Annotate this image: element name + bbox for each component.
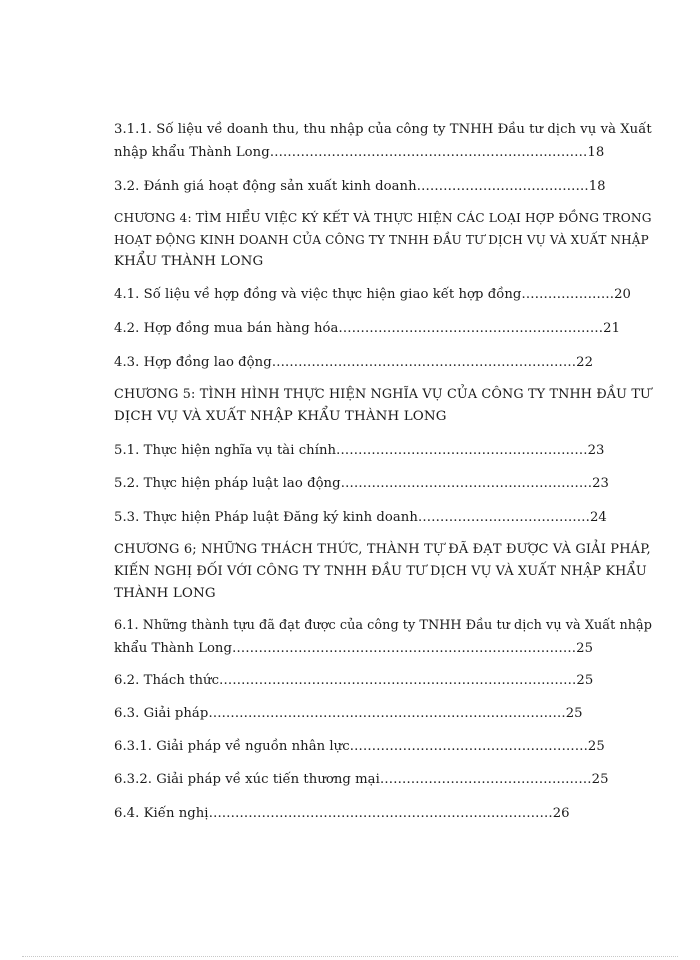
- toc-entry-line: 6.1. Những thành tựu đã đạt được của công ty TNHH Đầu tư dịch vụ và Xuất nhập: [114, 618, 652, 633]
- toc-entry-line: khẩu Thành Long……………………………………………………………………25: [114, 641, 594, 656]
- toc-chapter-line: THÀNH LONG: [114, 586, 216, 601]
- toc-entry-line: 5.1. Thực hiện nghĩa vụ tài chính…………………………………………………23: [114, 443, 605, 458]
- toc-entry-6-3-1: [114, 735, 605, 758]
- toc-chapter-line: CHƯƠNG 5: TÌNH HÌNH THỰC HIỆN NGHĨA VỤ CỦA CÔNG TY TNHH ĐẦU TƯ: [114, 387, 651, 402]
- toc-entry-5-1: [114, 439, 604, 462]
- toc-entry-4-2: [114, 317, 620, 340]
- toc-entry-6-3-2: [114, 768, 609, 791]
- toc-chapter-5: [114, 384, 651, 428]
- toc-entry-line: 4.2. Hợp đồng mua bán hàng hóa……………………………………………………21: [114, 321, 621, 336]
- toc-entry-line: 6.3. Giải pháp………………………………………………………………………25: [114, 706, 583, 721]
- toc-entry-line: 6.4. Kiến nghị……………………………………………………………………26: [114, 806, 570, 821]
- toc-chapter-line: DỊCH VỤ VÀ XUẤT NHẬP KHẨU THÀNH LONG: [114, 409, 447, 424]
- toc-entry-line: 3.2. Đánh giá hoạt động sản xuất kinh doanh…………………………………18: [114, 179, 606, 194]
- toc-entry-line: 6.3.1. Giải pháp về nguồn nhân lực………………………………………………25: [114, 739, 605, 754]
- toc-entry-6-1: [114, 614, 652, 660]
- toc-entry-line: 6.3.2. Giải pháp về xúc tiến thương mại…………………………………………25: [114, 772, 609, 787]
- toc-entry-6-4: [114, 802, 570, 825]
- toc-entry-6-2: [114, 669, 593, 692]
- page-bottom-divider: [22, 956, 678, 957]
- toc-chapter-line: HOẠT ĐỘNG KINH DOANH CỦA CÔNG TY TNHH ĐẦU TƯ DỊCH VỤ VÀ XUẤT NHẬP: [114, 233, 649, 247]
- toc-entry-line: 5.3. Thực hiện Pháp luật Đăng ký kinh doanh…………………………………24: [114, 510, 607, 525]
- toc-entry-5-3: [114, 506, 607, 529]
- toc-entry-3-2: [114, 175, 606, 198]
- toc-chapter-4: [114, 207, 652, 273]
- toc-entry-line: 4.3. Hợp đồng lao động……………………………………………………………22: [114, 355, 594, 370]
- toc-entry-line: 4.1. Số liệu về hợp đồng và việc thực hiện giao kết hợp đồng…………………20: [114, 287, 631, 302]
- toc-entry-3-1-1: [114, 118, 652, 164]
- toc-entry-line: nhập khẩu Thành Long………………………………………………………………18: [114, 145, 605, 160]
- toc-chapter-line: CHƯƠNG 6; NHỮNG THÁCH THỨC, THÀNH TỰ ĐÃ ĐẠT ĐƯỢC VÀ GIẢI PHÁP,: [114, 542, 651, 557]
- toc-entry-line: 3.1.1. Số liệu về doanh thu, thu nhập của công ty TNHH Đầu tư dịch vụ và Xuất: [114, 122, 652, 137]
- toc-chapter-line: CHƯƠNG 4: TÌM HIỂU VIỆC KÝ KẾT VÀ THỰC HIỆN CÁC LOẠI HỢP ĐỒNG TRONG: [114, 211, 652, 225]
- toc-entry-line: 6.2. Thách thức………………………………………………………………………25: [114, 673, 594, 688]
- toc-entry-4-1: [114, 283, 631, 306]
- toc-entry-5-2: [114, 472, 609, 495]
- toc-entry-line: 5.2. Thực hiện pháp luật lao động…………………………………………………23: [114, 476, 609, 491]
- toc-chapter-line: KHẨU THÀNH LONG: [114, 254, 264, 269]
- toc-entry-4-3: [114, 351, 593, 374]
- toc-chapter-line: KIẾN NGHỊ ĐỐI VỚI CÔNG TY TNHH ĐẦU TƯ DỊCH VỤ VÀ XUẤT NHẬP KHẨU: [114, 564, 647, 579]
- toc-entry-6-3: [114, 702, 583, 725]
- toc-chapter-6: [114, 539, 651, 605]
